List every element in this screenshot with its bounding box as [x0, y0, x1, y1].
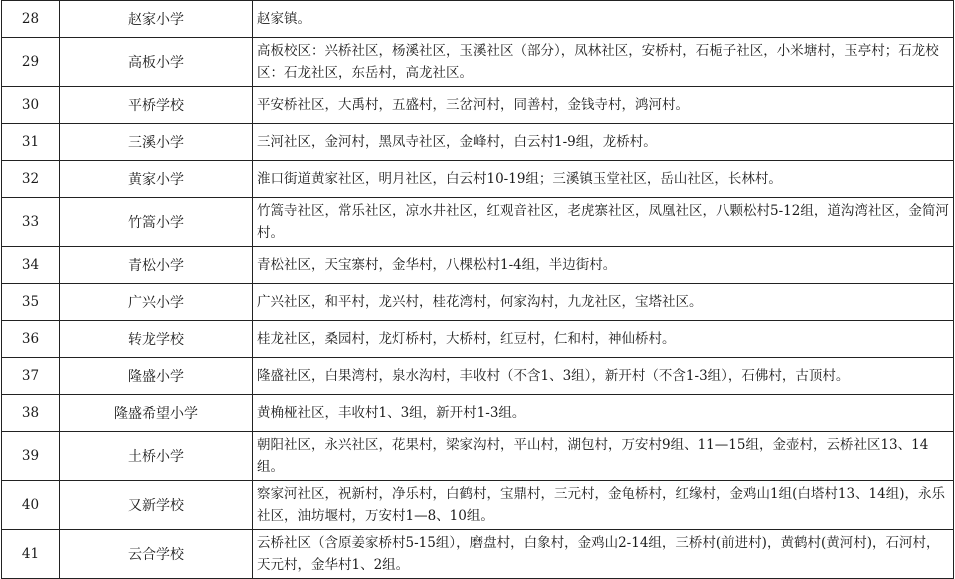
table-row — [2, 38, 954, 87]
school-name: 云合学校 — [60, 530, 253, 579]
table-row — [2, 481, 954, 530]
service-area: 广兴社区，和平村，龙兴村，桂花湾村，何家沟村，九龙社区，宝塔社区。 — [253, 284, 954, 321]
service-area: 高板校区：兴桥社区，杨溪社区，玉溪社区（部分），凤林社区，安桥村，石栀子社区，小米塘村，玉亭村；石龙校区：石龙社区，东岳村，高龙社区。 — [253, 38, 954, 87]
table-row — [2, 432, 954, 481]
school-name: 三溪小学 — [60, 124, 253, 161]
row-number: 32 — [2, 161, 60, 198]
school-name: 隆盛希望小学 — [60, 395, 253, 432]
service-area: 竹篙寺社区，常乐社区，凉水井社区，红观音社区，老虎寨社区，凤凰社区，八颗松村5-12组，道沟湾社区，金简河村。 — [253, 198, 954, 247]
service-area: 黄桷桠社区，丰收村1、3组，新开村1-3组。 — [253, 395, 954, 432]
service-area: 青松社区，天宝寨村，金华村，八棵松村1-4组，半边街村。 — [253, 247, 954, 284]
table-body — [2, 1, 954, 579]
row-number: 29 — [2, 38, 60, 87]
table-row — [2, 87, 954, 124]
row-number: 31 — [2, 124, 60, 161]
row-number: 36 — [2, 321, 60, 358]
school-name: 隆盛小学 — [60, 358, 253, 395]
table-row — [2, 284, 954, 321]
row-number: 39 — [2, 432, 60, 481]
school-name: 土桥小学 — [60, 432, 253, 481]
row-number: 34 — [2, 247, 60, 284]
service-area: 三河社区，金河村，黑凤寺社区，金峰村，白云村1-9组，龙桥村。 — [253, 124, 954, 161]
service-area: 云桥社区（含原姜家桥村5-15组），磨盘村，白象村，金鸡山2-14组，三桥村(前进村)，黄鹤村(黄河村)，石河村，天元村，金华村1、2组。 — [253, 530, 954, 579]
table-row — [2, 321, 954, 358]
school-name: 高板小学 — [60, 38, 253, 87]
table-row — [2, 247, 954, 284]
service-area: 平安桥社区，大禹村，五盛村，三岔河村，同善村，金钱寺村，鸿河村。 — [253, 87, 954, 124]
school-name: 黄家小学 — [60, 161, 253, 198]
row-number: 41 — [2, 530, 60, 579]
row-number: 40 — [2, 481, 60, 530]
school-name: 平桥学校 — [60, 87, 253, 124]
service-area: 淮口街道黄家社区，明月社区，白云村10-19组；三溪镇玉堂社区，岳山社区，长林村。 — [253, 161, 954, 198]
school-name: 又新学校 — [60, 481, 253, 530]
table-row — [2, 395, 954, 432]
row-number: 37 — [2, 358, 60, 395]
service-area: 隆盛社区，白果湾村，泉水沟村，丰收村（不含1、3组），新开村（不含1-3组），石佛村，古顶村。 — [253, 358, 954, 395]
service-area: 桂龙社区，桑园村，龙灯桥村，大桥村，红豆村，仁和村，神仙桥村。 — [253, 321, 954, 358]
service-area: 察家河社区，祝新村，净乐村，白鹤村，宝鼎村，三元村，金龟桥村，红缘村，金鸡山1组(白塔村13、14组)，永乐社区，油坊堰村，万安村1—8、10组。 — [253, 481, 954, 530]
table-row — [2, 1, 954, 38]
school-name: 青松小学 — [60, 247, 253, 284]
school-district-table — [1, 0, 954, 579]
row-number: 30 — [2, 87, 60, 124]
row-number: 28 — [2, 1, 60, 38]
school-name: 竹篙小学 — [60, 198, 253, 247]
service-area: 赵家镇。 — [253, 1, 954, 38]
school-name: 转龙学校 — [60, 321, 253, 358]
row-number: 38 — [2, 395, 60, 432]
table-row — [2, 124, 954, 161]
school-name: 赵家小学 — [60, 1, 253, 38]
table-row — [2, 358, 954, 395]
table-row — [2, 161, 954, 198]
row-number: 35 — [2, 284, 60, 321]
school-name: 广兴小学 — [60, 284, 253, 321]
service-area: 朝阳社区，永兴社区，花果村，梁家沟村，平山村，湖包村，万安村9组、11—15组，金壶村，云桥社区13、14组。 — [253, 432, 954, 481]
table-row — [2, 198, 954, 247]
row-number: 33 — [2, 198, 60, 247]
table-row — [2, 530, 954, 579]
